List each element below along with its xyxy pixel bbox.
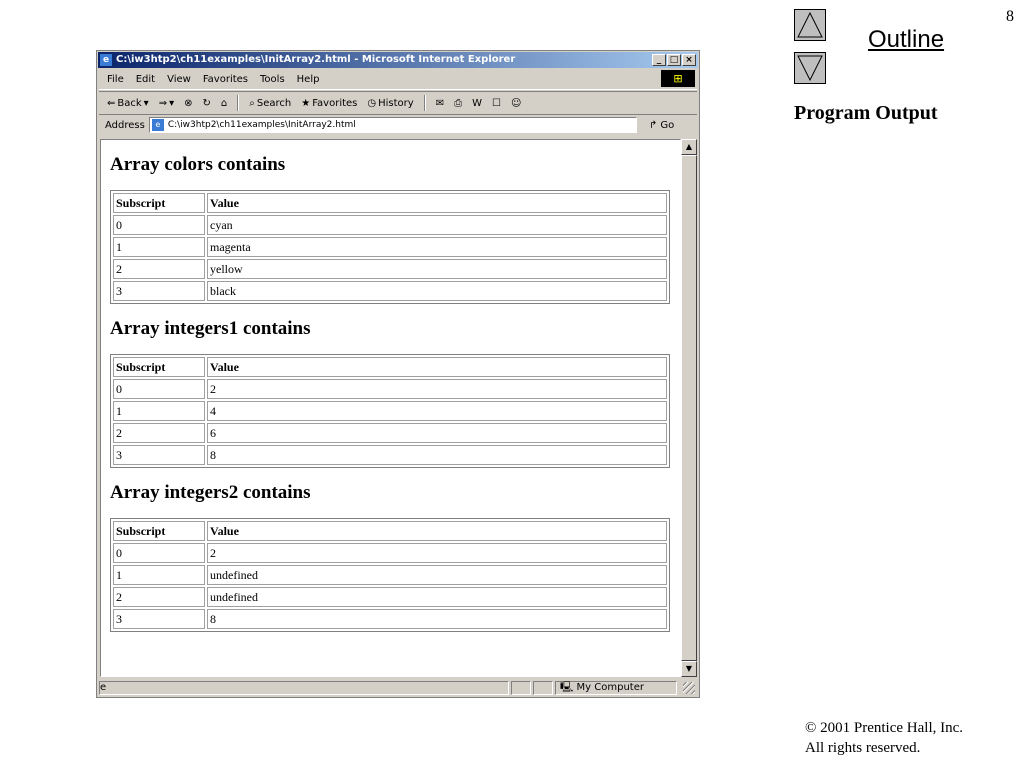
- mail-icon: ✉: [435, 97, 445, 109]
- copyright-line-1: © 2001 Prentice Hall, Inc.: [805, 720, 964, 736]
- search-label: Search: [256, 97, 292, 109]
- table-row: [113, 565, 667, 585]
- section-heading: Array integers1 contains: [110, 318, 311, 339]
- section-heading: Array integers2 contains: [110, 482, 311, 503]
- address-value: C:\iw3htp2\ch11examples\InitArray2.html: [167, 120, 356, 130]
- stop-button[interactable]: [184, 98, 192, 109]
- history-button[interactable]: [367, 98, 413, 109]
- toolbar: [99, 91, 697, 115]
- header-value: Value: [207, 357, 667, 377]
- discuss-button[interactable]: [492, 98, 501, 109]
- menu-tools[interactable]: Tools: [260, 73, 285, 85]
- table-row: [113, 401, 667, 421]
- value-cell: 2: [207, 379, 667, 399]
- table-header-row: [113, 521, 667, 541]
- value-cell: black: [207, 281, 667, 301]
- subscript-cell: 1: [113, 565, 205, 585]
- table-row: [113, 259, 667, 279]
- subscript-cell: 3: [113, 609, 205, 629]
- section-title: Program Output: [794, 102, 938, 124]
- chevron-down-icon: ▾: [143, 97, 149, 109]
- value-cell: undefined: [207, 565, 667, 585]
- favorites-label: Favorites: [312, 97, 358, 109]
- header-value: Value: [207, 193, 667, 213]
- previous-slide-button[interactable]: [794, 9, 826, 41]
- next-slide-button[interactable]: [794, 52, 826, 84]
- array-table: [110, 354, 670, 468]
- menu-file[interactable]: File: [107, 73, 124, 85]
- value-cell: 8: [207, 609, 667, 629]
- array-table: [110, 518, 670, 632]
- array-table: [110, 190, 670, 304]
- status-cell: [511, 681, 531, 695]
- table-row: [113, 423, 667, 443]
- triangle-down-icon: [795, 53, 825, 83]
- value-cell: 6: [207, 423, 667, 443]
- browser-window: [96, 50, 700, 698]
- go-label: Go: [660, 119, 675, 131]
- search-button[interactable]: [249, 98, 291, 109]
- subscript-cell: 2: [113, 423, 205, 443]
- value-cell: 8: [207, 445, 667, 465]
- forward-button[interactable]: [159, 98, 174, 109]
- forward-arrow-icon: ⇒: [158, 97, 168, 109]
- back-label: Back: [117, 97, 142, 109]
- table-row: [113, 379, 667, 399]
- address-input[interactable]: [149, 117, 637, 133]
- edit-button[interactable]: [472, 98, 482, 109]
- title-bar[interactable]: [98, 52, 698, 68]
- header-subscript: Subscript: [113, 193, 205, 213]
- header-value: Value: [207, 521, 667, 541]
- table-header-row: [113, 193, 667, 213]
- copyright-line-2: All rights reserved.: [805, 740, 921, 756]
- computer-icon: 🖳: [560, 681, 574, 693]
- refresh-icon: ↻: [202, 97, 211, 109]
- go-button[interactable]: [649, 120, 674, 131]
- copyright: [805, 718, 963, 758]
- header-subscript: Subscript: [113, 521, 205, 541]
- menu-edit[interactable]: Edit: [135, 73, 156, 85]
- status-cell: [533, 681, 553, 695]
- subscript-cell: 0: [113, 379, 205, 399]
- outline-link[interactable]: Outline: [868, 26, 945, 53]
- maximize-button[interactable]: □: [667, 54, 681, 66]
- status-text-cell: [99, 681, 509, 695]
- word-icon: W: [472, 97, 482, 109]
- close-button[interactable]: ×: [682, 54, 696, 66]
- toolbar-separator: [424, 95, 426, 111]
- menu-view[interactable]: View: [167, 73, 191, 85]
- table-row: [113, 237, 667, 257]
- home-icon: ⌂: [220, 97, 228, 109]
- refresh-button[interactable]: [203, 98, 211, 109]
- messenger-button[interactable]: [511, 98, 521, 109]
- discuss-icon: ☐: [491, 97, 501, 109]
- value-cell: cyan: [207, 215, 667, 235]
- window-controls: [652, 54, 696, 66]
- integers2-section: [101, 482, 680, 632]
- subscript-cell: 3: [113, 281, 205, 301]
- subscript-cell: 2: [113, 259, 205, 279]
- triangle-up-icon: [795, 10, 825, 40]
- subscript-cell: 0: [113, 215, 205, 235]
- address-label: Address: [105, 119, 145, 131]
- resize-grip[interactable]: [683, 682, 695, 694]
- subscript-cell: 2: [113, 587, 205, 607]
- scroll-thumb[interactable]: [681, 155, 697, 661]
- favorites-icon: ★: [301, 97, 311, 109]
- header-subscript: Subscript: [113, 357, 205, 377]
- search-icon: ⌕: [249, 97, 255, 109]
- table-row: [113, 543, 667, 563]
- zone-cell: [555, 681, 677, 695]
- history-icon: ◷: [367, 97, 377, 109]
- subscript-cell: 1: [113, 401, 205, 421]
- menu-help[interactable]: Help: [296, 73, 320, 85]
- back-arrow-icon: ⇐: [107, 97, 116, 109]
- window-title: C:\iw3htp2\ch11examples\InitArray2.html - Microsoft Internet Explorer: [116, 54, 516, 65]
- minimize-button[interactable]: _: [652, 54, 666, 66]
- back-button[interactable]: [107, 98, 149, 109]
- zone-label: My Computer: [576, 681, 644, 693]
- chevron-down-icon: ▾: [169, 97, 175, 109]
- history-label: History: [378, 97, 414, 109]
- page-icon: e: [152, 119, 164, 131]
- subscript-cell: 3: [113, 445, 205, 465]
- table-row: [113, 215, 667, 235]
- scroll-up-button[interactable]: ▲: [681, 139, 697, 155]
- value-cell: 4: [207, 401, 667, 421]
- scroll-down-button[interactable]: ▼: [681, 661, 697, 677]
- vertical-scrollbar[interactable]: [681, 139, 697, 677]
- toolbar-separator: [237, 95, 239, 111]
- menu-favorites[interactable]: Favorites: [202, 73, 249, 85]
- stop-icon: ⊗: [184, 97, 193, 109]
- subscript-cell: 1: [113, 237, 205, 257]
- page-content: [100, 139, 681, 677]
- value-cell: undefined: [207, 587, 667, 607]
- section-heading: Array colors contains: [110, 154, 286, 175]
- print-button[interactable]: [454, 98, 462, 109]
- windows-logo-icon: ⊞: [661, 70, 695, 87]
- status-bar: [99, 679, 697, 696]
- subscript-cell: 0: [113, 543, 205, 563]
- page-number: 8: [1006, 8, 1014, 25]
- page-status-icon: e: [100, 681, 107, 693]
- table-row: [113, 587, 667, 607]
- ie-icon: e: [100, 54, 112, 66]
- value-cell: yellow: [207, 259, 667, 279]
- print-icon: ⎙: [454, 97, 463, 109]
- go-arrow-icon: ↱: [648, 119, 658, 131]
- mail-button[interactable]: [436, 98, 444, 109]
- table-header-row: [113, 357, 667, 377]
- messenger-icon: ☺: [510, 97, 522, 109]
- value-cell: 2: [207, 543, 667, 563]
- value-cell: magenta: [207, 237, 667, 257]
- address-bar: [99, 114, 697, 136]
- table-row: [113, 445, 667, 465]
- favorites-button[interactable]: [301, 98, 357, 109]
- colors-section: [101, 154, 680, 304]
- integers1-section: [101, 318, 680, 468]
- table-row: [113, 281, 667, 301]
- table-row: [113, 609, 667, 629]
- menu-bar: [99, 69, 697, 90]
- home-button[interactable]: [221, 98, 227, 109]
